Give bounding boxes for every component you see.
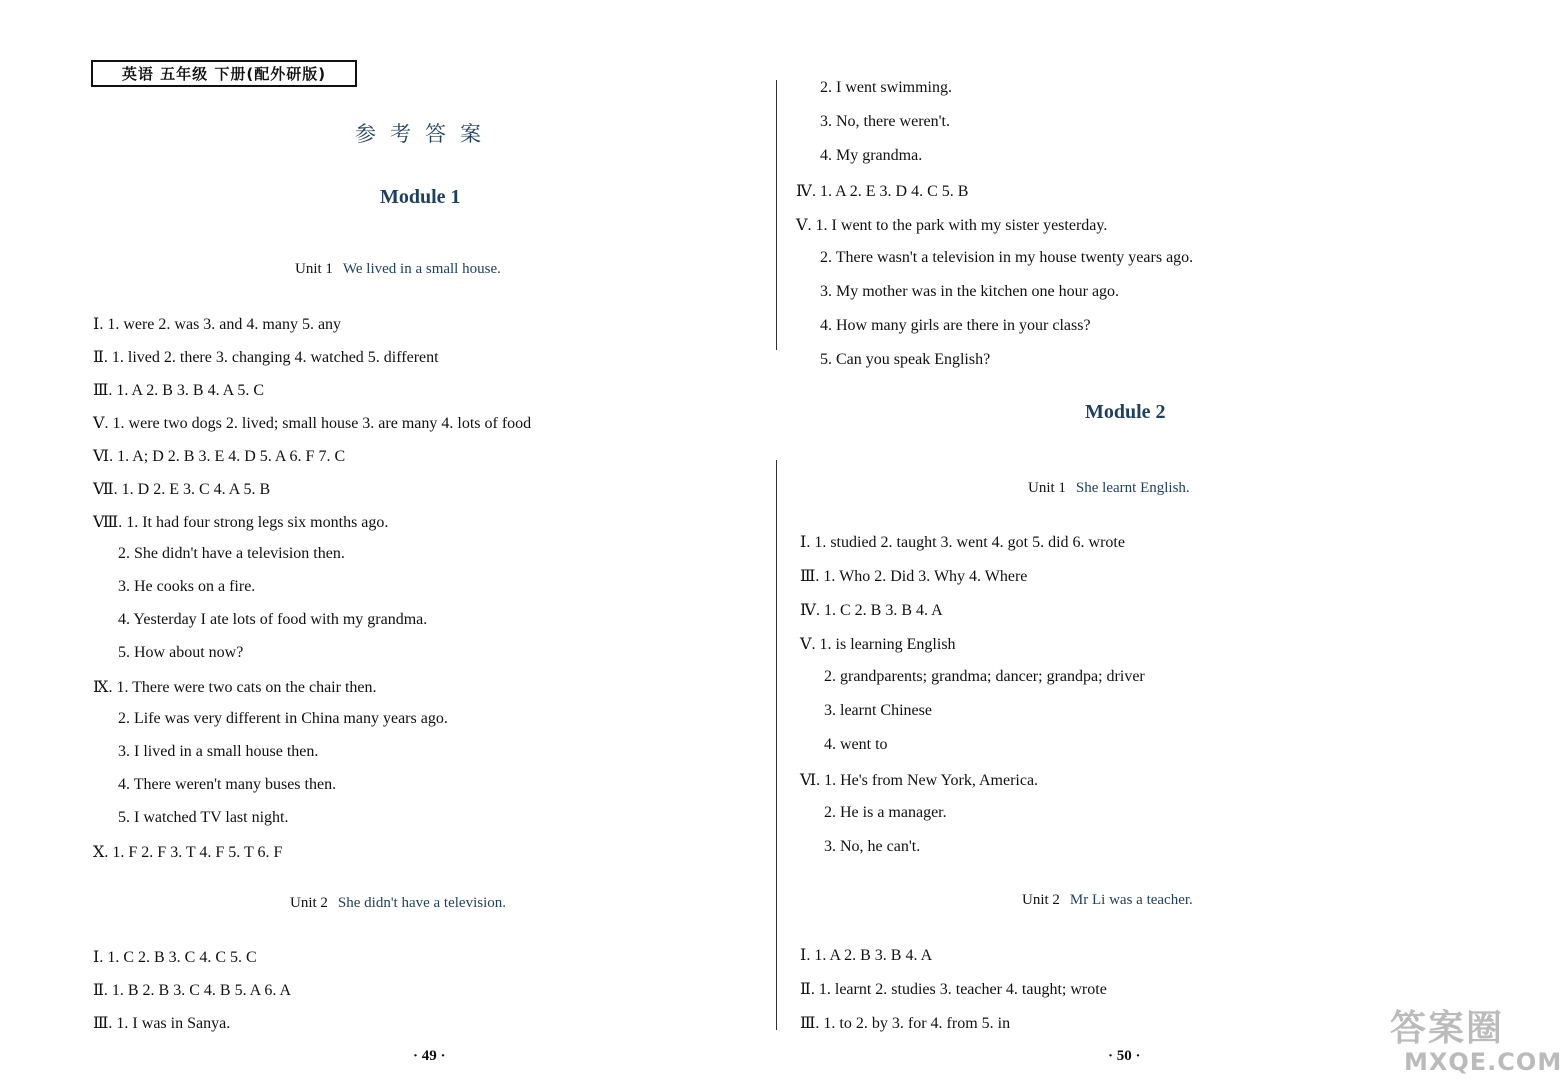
page-divider <box>776 80 777 350</box>
answer-line: Ⅵ. 1. He's from New York, America. <box>800 772 1039 789</box>
page-divider <box>776 460 777 1030</box>
unit-title: She didn't have a television. <box>337 895 507 911</box>
answer-line: 4. There weren't many buses then. <box>118 776 337 793</box>
answer-line: 2. She didn't have a television then. <box>118 545 345 562</box>
answer-line: 3. learnt Chinese <box>824 702 932 719</box>
answer-line: 3. I lived in a small house then. <box>118 743 319 760</box>
answer-line: 5. How about now? <box>118 644 244 661</box>
answer-line: Ⅶ. 1. D 2. E 3. C 4. A 5. B <box>93 481 271 498</box>
answer-line: 2. I went swimming. <box>820 79 952 96</box>
answer-line: Ⅷ. 1. It had four strong legs six months ago. <box>93 514 389 531</box>
answer-line: Ⅱ. 1. learnt 2. studies 3. teacher 4. taught; wrote <box>800 981 1107 998</box>
unit-title: She learnt English. <box>1075 480 1190 496</box>
unit-number: Unit 2 <box>290 895 328 911</box>
answer-line: 2. grandparents; grandma; dancer; grandpa; driver <box>824 668 1145 685</box>
answer-line: Ⅸ. 1. There were two cats on the chair then. <box>93 679 377 696</box>
answer-line: Ⅰ. 1. were 2. was 3. and 4. many 5. any <box>93 316 342 333</box>
answer-line: 4. Yesterday I ate lots of food with my grandma. <box>118 611 428 628</box>
unit-1-heading <box>295 261 501 278</box>
watermark-text-cn: 答案圈 <box>1390 1008 1505 1049</box>
module-2-heading: Module 2 <box>1085 401 1166 423</box>
answer-line: 3. No, there weren't. <box>820 113 950 130</box>
answer-line: Ⅲ. 1. A 2. B 3. B 4. A 5. C <box>93 382 265 399</box>
answer-line: Ⅲ. 1. Who 2. Did 3. Why 4. Where <box>800 568 1028 585</box>
answer-line: 2. There wasn't a television in my house twenty years ago. <box>820 249 1194 266</box>
unit-number: Unit 2 <box>1022 892 1060 908</box>
unit-title: We lived in a small house. <box>342 261 501 277</box>
answer-line: 4. My grandma. <box>820 147 923 164</box>
answers-title: 参考答案 <box>355 122 495 146</box>
answer-line: Ⅹ. 1. F 2. F 3. T 4. F 5. T 6. F <box>93 844 283 861</box>
module-1-heading: Module 1 <box>380 186 461 208</box>
answer-line: Ⅰ. 1. A 2. B 3. B 4. A <box>800 947 933 964</box>
answer-line: 3. He cooks on a fire. <box>118 578 256 595</box>
unit-number: Unit 1 <box>295 261 333 277</box>
answer-line: 3. No, he can't. <box>824 838 921 855</box>
watermark-logo <box>1390 1000 1562 1080</box>
answer-line: Ⅴ. 1. is learning English <box>800 636 956 653</box>
unit-2-heading <box>1022 892 1193 909</box>
answer-line: 4. went to <box>824 736 888 753</box>
answer-line: Ⅵ. 1. A; D 2. B 3. E 4. D 5. A 6. F 7. C <box>93 448 346 465</box>
page-number-right: · 50 · <box>1108 1048 1141 1064</box>
answer-line: 5. I watched TV last night. <box>118 809 289 826</box>
answer-line: Ⅴ. 1. I went to the park with my sister yesterday. <box>796 217 1108 234</box>
book-header-label: 英语 五年级 下册(配外研版) <box>91 60 357 87</box>
answer-line: Ⅳ. 1. C 2. B 3. B 4. A <box>800 602 943 619</box>
watermark-text-en: MXQE.COM <box>1404 1048 1562 1076</box>
answer-line: 4. How many girls are there in your class? <box>820 317 1091 334</box>
answer-line: Ⅰ. 1. C 2. B 3. C 4. C 5. C <box>93 949 257 966</box>
unit-title: Mr Li was a teacher. <box>1069 892 1193 908</box>
unit-2-heading <box>290 895 506 912</box>
answer-line: Ⅴ. 1. were two dogs 2. lived; small house 3. are many 4. lots of food <box>93 415 532 432</box>
answer-line: Ⅳ. 1. A 2. E 3. D 4. C 5. B <box>796 183 969 200</box>
unit-1-heading <box>1028 480 1190 497</box>
answer-line: Ⅲ. 1. to 2. by 3. for 4. from 5. in <box>800 1015 1011 1032</box>
answer-line: 2. Life was very different in China many years ago. <box>118 710 448 727</box>
unit-number: Unit 1 <box>1028 480 1066 496</box>
answer-line: Ⅱ. 1. B 2. B 3. C 4. B 5. A 6. A <box>93 982 292 999</box>
answer-line: Ⅲ. 1. I was in Sanya. <box>93 1015 231 1032</box>
answer-line: 5. Can you speak English? <box>820 351 991 368</box>
page-number-left: · 49 · <box>413 1048 446 1064</box>
answer-line: 3. My mother was in the kitchen one hour ago. <box>820 283 1120 300</box>
answer-line: Ⅰ. 1. studied 2. taught 3. went 4. got 5. did 6. wrote <box>800 534 1125 551</box>
answer-line: 2. He is a manager. <box>824 804 947 821</box>
answer-line: Ⅱ. 1. lived 2. there 3. changing 4. watched 5. different <box>93 349 439 366</box>
